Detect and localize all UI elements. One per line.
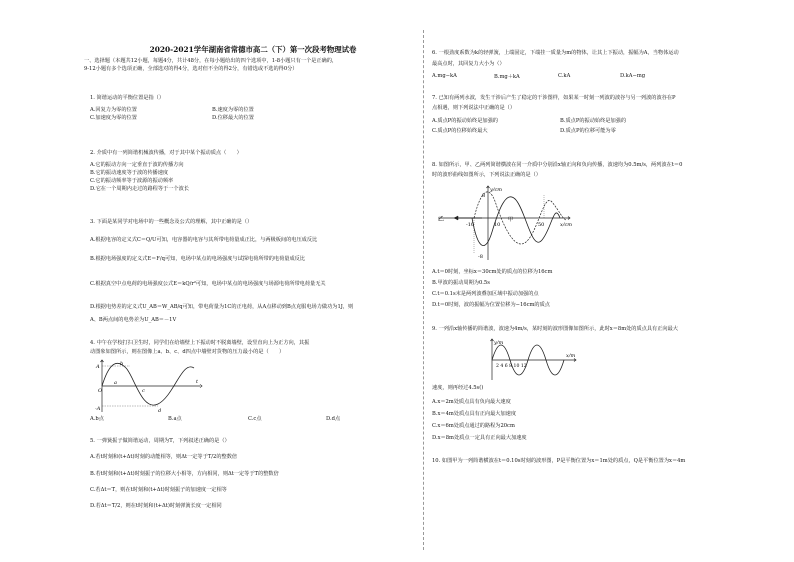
q8-label-jia: 甲	[508, 217, 514, 223]
q5-stem: 5. 一弹簧振子做简谐运动，周期为T，下列叙述正确的是（）	[90, 438, 230, 444]
q8-option-a: A.t＝0时刻，坐标x＝30cm处的质点的位移为16cm	[432, 269, 553, 275]
q8-option-d: D.t＝0时刻，波的振幅为位置位移为−16cm的质点	[432, 302, 550, 308]
q4-stem-line2: 动图象如图所示，则在图像上a、b、c、d四点中墙壁对货物的压力最小的是（ ）	[90, 349, 285, 355]
q4-axis-a: A	[96, 364, 100, 370]
q1-option-a: A.回复力为零的位置	[90, 107, 137, 113]
q5-option-d: D.若Δt＝T/2，则在t时刻和(t+Δt)时刻弹簧长度一定相同	[90, 503, 222, 509]
q4-point-c: c	[142, 388, 145, 394]
q7-option-d: D.质点P的位移可能为零	[560, 128, 616, 134]
q7-stem-line2: 点相遇，则下列说法中正确的是（）	[432, 105, 516, 111]
q8-option-b: B.甲波的振动周期为0.5s	[432, 280, 490, 286]
q8-yi-arrow-head	[454, 216, 458, 220]
q6-stem-line1: 6. 一根劲度系数为k的轻弹簧，上端固定，下端挂一质量为m的物体，让其上下振动，振幅为A，当物体运动	[432, 50, 679, 56]
q6-option-d: D.kA−mg	[620, 73, 646, 79]
q10-stem: 10. 如图甲为一列简谐横波在t＝0.10s时刻的波形图，P是平衡位置为x＝1m处的质点，Q是平衡位置为x＝4m	[432, 458, 686, 464]
q5-option-a: A.若t时刻和(t+Δt)时刻的动能相等，则Δt一定等于T/2的整数倍	[90, 454, 238, 460]
q4-option-c: C.c点	[248, 416, 262, 422]
section1-line1: 一、选择题（本题共12小题，每题4分，共计48分，在每小题给出的四个选项中，1-8小题只有一个是正确的，	[84, 58, 338, 64]
q8-label-yi: 乙	[438, 216, 445, 223]
q4-axis-minus-a: -A	[95, 406, 101, 412]
q9-option-a: A.x＝2m处质点具有负向最大速度	[432, 399, 511, 405]
column-divider	[423, 30, 424, 550]
q7-option-a: A.质点P的振动始终是加强的	[432, 118, 498, 124]
q8-val-minus8: -8	[478, 254, 483, 260]
q3-option-d-line2: A、B两点间的电势差为U_AB＝－1V	[90, 317, 177, 323]
q8-option-c: C.t＝0.1s末是两列波叠加区域中振动加强的点	[432, 291, 539, 297]
q4-axis-t: t	[196, 379, 199, 385]
q8-val-50: 50	[538, 222, 545, 228]
q2-option-d: D.它在一个周期内走过的路程等于一个波长	[90, 186, 189, 192]
q6-option-c: C.kA	[558, 73, 571, 79]
q2-stem: 2. 介质中有一列简谐机械波传播，对于其中某个振动质点（ ）	[90, 150, 242, 156]
q7-option-b: B.质点P的振动始终是加强的	[560, 118, 627, 124]
q1-stem: 1. 简谐运动的平衡位置是指（）	[90, 95, 165, 101]
q9-stem: 9. 一列沿x轴传播的简谐波，波速为4m/s，某时刻的波形图像如图所示，此时x＝8m处的质点具有正向最大	[432, 326, 678, 332]
q6-option-a: A.mg−kA	[432, 73, 457, 79]
q6-stem-line2: 最高点时，其回复力大小为（）	[432, 61, 505, 67]
q8-val-minus10: -10	[466, 222, 475, 228]
q8-axis-y-label: y/cm	[490, 187, 503, 193]
q8-val-10: 10	[494, 222, 501, 228]
q8-val-8: 8	[482, 193, 486, 199]
q9-wave-graph	[482, 336, 582, 382]
q9-axis-y-label: y/m	[494, 340, 504, 346]
q1-option-c: C.加速度为零的位置	[90, 115, 137, 121]
q9-tick-labels: 2 4 6 8 10 12	[496, 364, 527, 369]
q4-point-a: a	[114, 380, 117, 386]
q2-option-b: B.它的振动速度等于波的传播速度	[90, 170, 169, 176]
q4-point-d: d	[158, 408, 162, 414]
q4-axis-o: O	[98, 388, 103, 394]
section1-line2: 9-12小题有多个选项正确，全部选对的得4分，选对但不全的得2分，有错选或不选的得0分）	[84, 66, 298, 72]
q5-option-b: B.若t时刻和(t+Δt)时刻振子的位移大小相等，方向相同，则Δt一定等于T的整数倍	[90, 471, 279, 477]
q3-option-d-line1: D.根据电势差的定义式U_AB＝W_AB/q可知，带电荷量为1C的正电荷，从A点移动到B点克服电场力做功为1J，则	[90, 304, 354, 310]
q4-point-b: b	[120, 361, 124, 367]
q3-option-b: B.根据电场强度的定义式E＝F/q可知，电场中某点的电场强度与试探电荷所带的电荷量成反比	[90, 256, 306, 262]
q9-option-d: D.x＝8m处质点一定具有正向最大加速度	[432, 435, 527, 441]
q9-option-b: B.x＝4m处质点具有正向最大加速度	[432, 411, 517, 417]
q8-stem-line1: 8. 如图所示，甲、乙两列简谐横波在同一介质中分别沿x轴正向和负向传播，波速均为0.5m/s，两列波在t＝0	[432, 162, 683, 168]
q4-vibration-graph	[96, 358, 206, 414]
q3-option-a: A.根据电容的定义式C＝Q/U可知，电容器的电容与其所带电荷量成正比，与两极板间的电压成反比	[90, 237, 318, 243]
q9-axis-x-label: x/m	[566, 353, 576, 359]
q4-option-a: A.b点	[90, 416, 104, 422]
q8-stem-line2: 时的波形曲线如图所示，下列说法正确的是（）	[432, 172, 541, 178]
q4-option-b: B.a点	[168, 416, 182, 422]
q7-stem-line1: 7. 已知有两列水波，发生干涉后产生了稳定的干涉图样，如果某一时刻一列波的波谷与另一列波的波谷在P	[432, 95, 676, 101]
q5-option-c: C.若Δt＝T，则在t时刻和(t+Δt)时刻振子的加速度一定相等	[90, 487, 227, 493]
q2-option-a: A.它的振动方向一定垂直于波的传播方向	[90, 162, 184, 168]
q4-option-d: D.d点	[326, 416, 341, 422]
q6-option-b: B.mg＋kA	[494, 74, 520, 80]
q8-wave-jia	[472, 197, 560, 246]
q9-option-c: C.x＝6m处质点通过的路程为20cm	[432, 423, 515, 429]
q8-two-waves-graph	[434, 182, 574, 262]
q1-option-b: B.速度为零的位置	[212, 107, 254, 113]
q4-stem-line1: 4. 中午在学校打扫卫生时，同学们在给墙壁上下振动时不脱离墙壁，设竖直向上为正方向，其振	[90, 340, 310, 346]
q3-option-c: C.根据真空中点电荷的电场强度公式E＝kQ/r²可知，电场中某点的电场强度与场源电荷所带电荷量无关	[90, 281, 326, 287]
q4-t-arrow	[200, 385, 202, 388]
q8-axis-x-label: x/cm	[560, 222, 573, 228]
q9-after-figure: 速度，则再经过4.5s()	[432, 385, 484, 391]
q7-option-c: C.质点P的位移始终最大	[432, 128, 488, 134]
q1-option-d: D.位移最大的位置	[212, 115, 254, 121]
q2-option-c: C.它的振动频率等于波源的振动频率	[90, 178, 174, 184]
exam-title: 2020-2021学年湖南省常德市高二（下）第一次段考物理试卷	[149, 45, 357, 54]
q3-stem: 3. 下面是某同学对电场中的一些概念及公式的理解，其中正确的是（）	[90, 219, 253, 225]
